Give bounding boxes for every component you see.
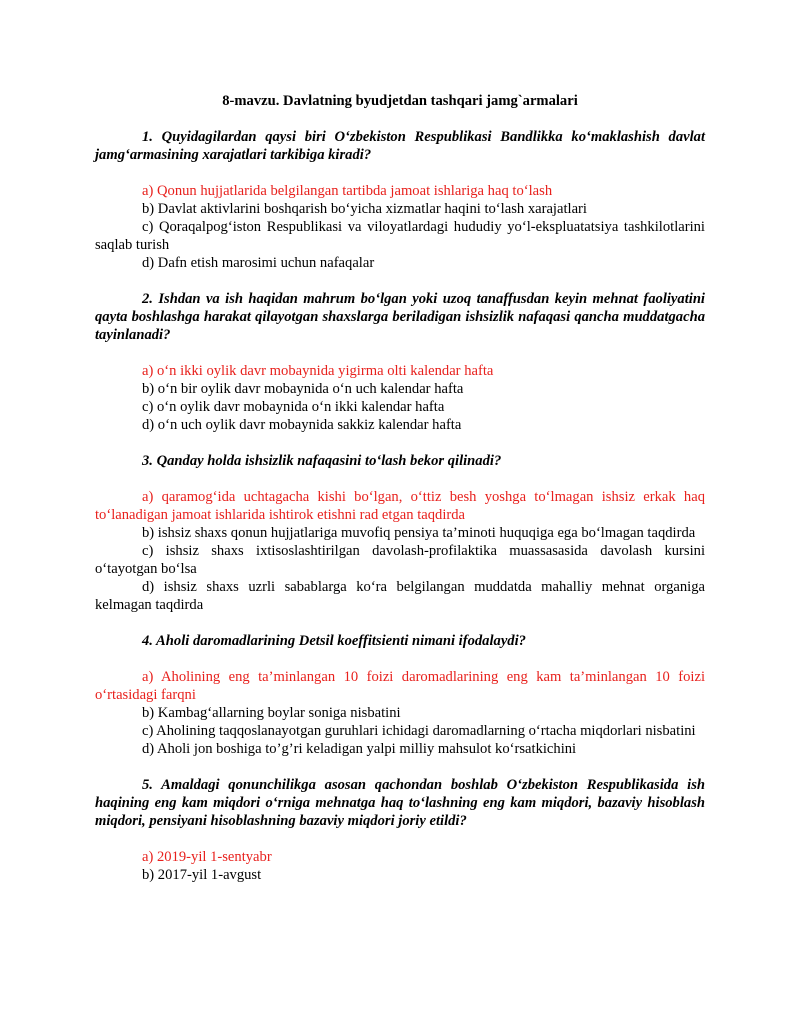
question-block-5: [95, 776, 705, 884]
answer-list: [95, 362, 705, 434]
answer-option: b) o‘n bir oylik davr mobaynida o‘n uch kalendar hafta: [142, 381, 464, 397]
answer-option-correct: a) Qonun hujjatlarida belgilangan tartibda jamoat ishlariga haq to‘lash: [142, 183, 553, 199]
answer-list: [95, 182, 705, 272]
answer-list: [95, 488, 705, 614]
answer-option: d) Dafn etish marosimi uchun nafaqalar: [142, 255, 375, 271]
page-title: 8-mavzu. Davlatning byudjetdan tashqari jamg`armalari: [222, 93, 578, 109]
answer-option-correct: a) qaramog‘ida uchtagacha kishi bo‘lgan, o‘ttiz besh yoshga to‘lmagan ishsiz erkak haq to‘lanadigan jamoat ishlarida ishtirok etishni rad etgan taqdirda: [95, 489, 705, 523]
question-block-3: [95, 452, 705, 614]
answer-option-correct: a) 2019-yil 1-sentyabr: [142, 849, 272, 865]
question-block-1: [95, 128, 705, 272]
answer-option: c) Aholining taqqoslanayotgan guruhlari ichidagi daromadlarning o‘rtacha miqdorlari nisbatini: [142, 723, 696, 739]
answer-option: d) Aholi jon boshiga to’g’ri keladigan yalpi milliy mahsulot ko‘rsatkichini: [142, 741, 577, 757]
question-block-4: [95, 632, 705, 758]
answer-option: b) Davlat aktivlarini boshqarish bo‘yicha xizmatlar haqini to‘lash xarajatlari: [142, 201, 587, 217]
answer-option: c) o‘n oylik davr mobaynida o‘n ikki kalendar hafta: [142, 399, 445, 415]
answer-option: b) Kambag‘allarning boylar soniga nisbatini: [142, 705, 401, 721]
answer-option: d) ishsiz shaxs uzrli sabablarga ko‘ra belgilangan muddatda mahalliy mehnat organiga kelmagan taqdirda: [95, 579, 705, 613]
question-text: 2. Ishdan va ish haqidan mahrum bo‘lgan yoki uzoq tanaffusdan keyin mehnat faoliyatini qayta boshlashga harakat qilayotgan shaxslarga beriladigan ishsizlik nafaqasi qancha muddatgacha tayinlanadi?: [95, 291, 705, 343]
answer-list: [95, 848, 705, 884]
question-text: 1. Quyidagilardan qaysi biri O‘zbekiston Respublikasi Bandlikka ko‘maklashish davlat jamg‘armasining xarajatlari tarkibiga kiradi?: [95, 129, 705, 163]
question-text: 3. Qanday holda ishsizlik nafaqasini to‘lash bekor qilinadi?: [142, 453, 502, 469]
answer-option: b) 2017-yil 1-avgust: [142, 867, 262, 883]
answer-option: d) o‘n uch oylik davr mobaynida sakkiz kalendar hafta: [142, 417, 462, 433]
question-block-2: [95, 290, 705, 434]
answer-list: [95, 668, 705, 758]
question-text: 5. Amaldagi qonunchilikga asosan qachondan boshlab O‘zbekiston Respublikasida ish haqining eng kam miqdori o‘rniga mehnatga haq to‘lashning eng kam miqdori, bazaviy hisoblash miqdori, pensiyani hisoblashning bazaviy miqdori joriy etildi?: [95, 777, 705, 829]
answer-option: b) ishsiz shaxs qonun hujjatlariga muvofiq pensiya ta’minoti huquqiga ega bo‘lmagan taqdirda: [142, 525, 696, 541]
answer-option: c) Qoraqalpog‘iston Respublikasi va viloyatlardagi hududiy yo‘l-ekspluatatsiya tashkilotlarini saqlab turish: [95, 219, 705, 253]
answer-option-correct: a) Aholining eng ta’minlangan 10 foizi daromadlarining eng kam ta’minlangan 10 foizi o‘rtasidagi farqni: [95, 669, 705, 703]
document-page: [95, 92, 705, 902]
answer-option: c) ishsiz shaxs ixtisoslashtirilgan davolash-profilaktika muassasasida davolash kursini o‘tayotgan bo‘lsa: [95, 543, 705, 577]
question-text: 4. Aholi daromadlarining Detsil koeffitsienti nimani ifodalaydi?: [142, 633, 526, 649]
answer-option-correct: a) o‘n ikki oylik davr mobaynida yigirma olti kalendar hafta: [142, 363, 494, 379]
